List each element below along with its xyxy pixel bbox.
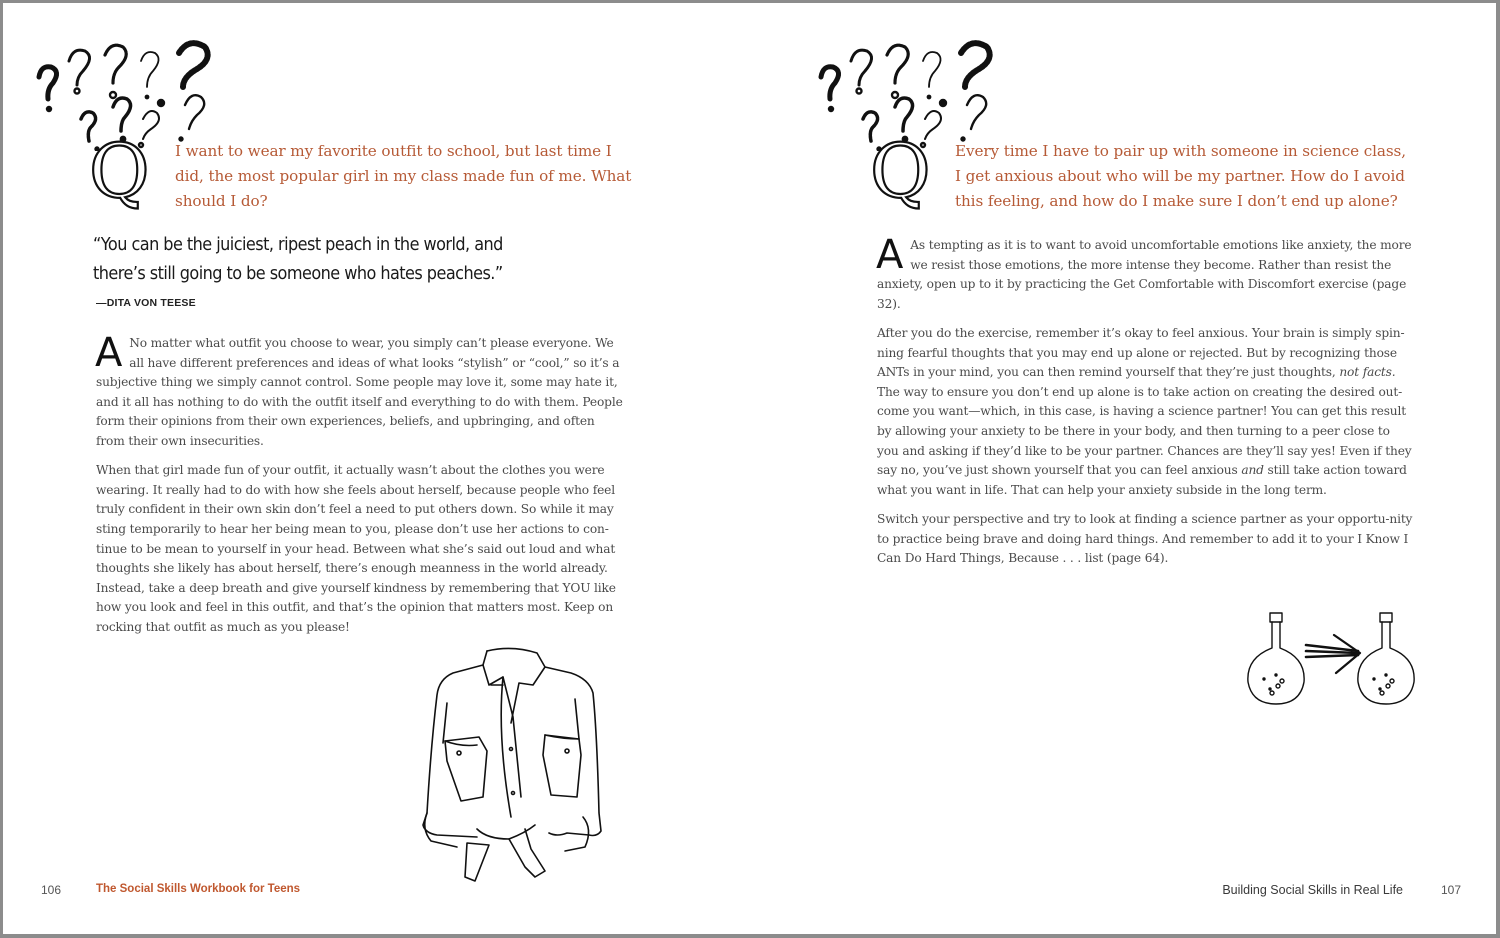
left-page [3, 3, 749, 934]
running-title: The Social Skills Workbook for Teens [96, 883, 301, 895]
paragraph-text: As tempting as it is to want to avoid uncomfortable emotions like anxiety, the more we resist those emotions, the more intense they become. Rather than resist the anxiety, open up to it by practicing the Get Comfortable with Discomfort exercise (page 32). [877, 238, 1412, 311]
quote-line: “You can be the juiciest, ripest peach in the world, and [93, 235, 503, 255]
running-title: Building Social Skills in Real Life [1222, 883, 1403, 897]
question-line: I want to wear my favorite outfit to school, but last time I [175, 142, 612, 160]
paragraph-text: The way to ensure you don’t end up alone is to take action on creating the desired out-come you want—which, in this case, is having a science partner! You can get this result by allowing your anxiety to be there in your body, and then turning to a peer close to you and asking if they’d like to be your partner. Chances are they’ll say yes! Even if they say no, you’ve just shown yourself that you can feel anxious [877, 384, 1412, 478]
paragraph-text: No matter what outfit you choose to wear, you simply can’t please everyone. We all have different preferences and ideas of what looks “stylish” or “cool,” so it’s a subjective thing we simply cannot control. Some people may love it, some may hate it, and it all has nothing to do with the outfit itself and everything to do with them. People form their opinions from their own experiences, beliefs, and upbringing, and often from their own insecurities. [96, 336, 623, 448]
shirt-icon [407, 643, 617, 893]
question-text [175, 139, 645, 214]
question-text [955, 139, 1435, 214]
answer-body [876, 232, 1413, 578]
answer-paragraph [95, 330, 626, 452]
paragraph-text: still take action toward what you want in life. That can help your anxiety subside in the long term. [877, 463, 1407, 497]
question-line: this feeling, and how do I make sure I don’t end up alone? [955, 192, 1398, 210]
paragraph-text: After you do the exercise, remember it’s okay to feel anxious. Your brain is simply spin-ning fearful thoughts that you may end up alone or rejected. But by recognizing those ANTs in your mind, you can then remind yourself that they’re just thoughts, [877, 325, 1405, 380]
answer-letter: A [95, 330, 123, 376]
question-line: Every time I have to pair up with someone in science class, [955, 142, 1406, 160]
right-page [749, 3, 1496, 934]
answer-paragraph [877, 324, 1413, 500]
italic-text: not facts. [1339, 365, 1396, 380]
question-line: should I do? [175, 192, 268, 210]
answer-paragraph [876, 232, 1413, 314]
question-line: did, the most popular girl in my class made fun of me. What [175, 167, 632, 185]
italic-text: and [1241, 463, 1264, 478]
epigraph-quote [93, 231, 516, 289]
answer-paragraph: Switch your perspective and try to look at finding a science partner as your opportu-nity to practice being brave and doing hard things. And remember to add it to your I Know I Can Do Hard Things, Because . . . list (page 64). [877, 511, 1413, 566]
answer-body [95, 330, 626, 647]
question-line: I get anxious about who will be my partner. How do I avoid [955, 167, 1405, 185]
answer-paragraph: When that girl made fun of your outfit, it actually wasn’t about the clothes you were wearing. It really had to do with how she feels about herself, because people who feel truly confident in their own skin don’t feel a need to put others down. So while it may sting temporarily to hear her being mean to you, please don’t use her actions to con-tinue to be mean to yourself in your head. Between what she’s said out loud and what thoughts she likely has about herself, there’s enough meanness in the world already. Instead, take a deep breath and give yourself kindness by remembering that YOU like how you look and feel in this outfit, and that’s the opinion that matters most. Keep on rocking that outfit as much as you please! [96, 463, 616, 634]
flasks-arrow-icon [1244, 609, 1419, 714]
question-letter: Q [89, 129, 150, 215]
question-letter: Q [870, 129, 931, 215]
page-number: 106 [41, 883, 62, 897]
page-number: 107 [1441, 883, 1462, 897]
quote-attribution: —DITA VON TEESE [96, 297, 196, 309]
quote-line: there’s still going to be someone who hates peaches.” [93, 264, 503, 284]
answer-letter: A [876, 232, 904, 278]
